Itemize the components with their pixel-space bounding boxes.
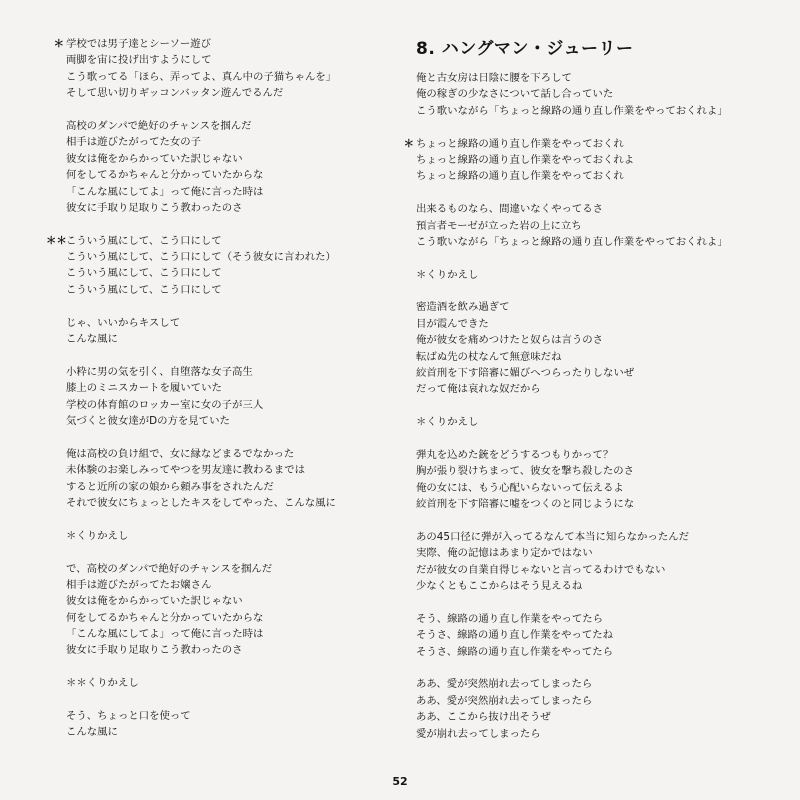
lyric-line [416, 562, 776, 578]
lyric-line [66, 577, 386, 593]
lyric-line [416, 381, 776, 397]
lyric-line [416, 627, 776, 643]
stanza-gap [416, 119, 776, 135]
lyric-text: 気づくと彼女達がDの方を見ていた [66, 414, 230, 427]
lyric-text: 相手は遊びたがってたお嬢さん [66, 578, 212, 591]
right-lyrics-lines [403, 70, 776, 742]
stanza-gap [66, 298, 386, 314]
lyric-text: ああ、愛が突然崩れ去ってしまったら [416, 678, 593, 691]
lyric-line [66, 708, 386, 724]
lyric-line [66, 462, 386, 478]
stanza-gap [66, 511, 386, 527]
lyric-line [416, 316, 776, 332]
lyric-line [66, 626, 386, 642]
lyric-line [416, 545, 776, 561]
stanza-gap [66, 102, 386, 118]
lyric-line [66, 479, 386, 495]
lyric-line [416, 168, 776, 184]
lyric-line [416, 447, 776, 463]
lyric-text: こういう風にして、こう口にして（そう彼女に言われた） [66, 251, 336, 264]
lyric-line [416, 693, 776, 709]
lyric-line [66, 561, 386, 577]
lyric-line [416, 332, 776, 348]
lyric-text: 何をしてるかちゃんと分かっていたからな [66, 611, 264, 624]
lyric-line [66, 397, 386, 413]
lyric-text: 学校では男子達とシーソー遊び [66, 38, 212, 50]
stanza-gap [416, 513, 776, 529]
chorus-mark: ＊ [53, 38, 64, 50]
lyric-text: 愛が崩れ去ってしまったら [416, 727, 541, 740]
lyric-line [416, 709, 776, 725]
lyric-text: ちょっと線路の通り直し作業をやっておくれ [416, 137, 624, 150]
lyric-text: 俺の女には、もう心配いらないって伝えるよ [416, 481, 624, 494]
lyric-line [416, 480, 776, 496]
lyric-text: こう歌いながら「ちょっと線路の通り直し作業をやっておくれよ」 [416, 235, 728, 248]
lyric-text: ちょっと線路の通り直し作業をやっておくれ [416, 170, 624, 183]
lyric-text: あの45口径に弾が入ってるなんて本当に知らなかったんだ [416, 530, 689, 543]
lyric-line [416, 70, 776, 86]
lyric-text: 彼女に手取り足取りこう教わったのさ [66, 201, 243, 214]
lyric-text: そう、線路の通り直し作業をやってたら [416, 612, 604, 625]
lyric-text: だって俺は哀れな奴だから [416, 383, 541, 396]
stanza-gap [416, 595, 776, 611]
lyric-text: そう、ちょっと口を使って [66, 710, 191, 723]
stanza-gap [416, 185, 776, 201]
lyric-text: 俺は高校の負け組で、女に縁などまるでなかった [66, 447, 295, 460]
lyric-line [66, 528, 386, 544]
lyric-line [53, 36, 386, 52]
stanza-gap [66, 659, 386, 675]
lyric-line [416, 218, 776, 234]
lyric-text: こんな風に [66, 726, 118, 739]
lyric-line [416, 529, 776, 545]
lyric-line [66, 675, 386, 691]
stanza-gap [66, 216, 386, 232]
lyric-line [66, 184, 386, 200]
lyric-text: こういう風にして、こう口にして [66, 283, 222, 296]
lyric-line [66, 315, 386, 331]
lyric-text: 学校の体育館のロッカー室に女の子が三人 [66, 398, 264, 411]
right-lyrics-column [403, 36, 776, 742]
page-number: 52 [392, 775, 408, 788]
lyric-text: だが彼女の自業自得じゃないと言ってるわけでもない [416, 563, 666, 576]
lyric-text: ＊くりかえし [66, 529, 129, 542]
lyric-line [66, 118, 386, 134]
lyric-text: で、高校のダンパで絶好のチャンスを掴んだ [66, 562, 273, 575]
stanza-gap [66, 347, 386, 363]
lyric-text: 両脚を宙に投げ出すようにして [66, 54, 212, 67]
lyric-text: 彼女に手取り足取りこう教わったのさ [66, 644, 243, 657]
lyric-text: 実際、俺の記憶はあまり定かではない [416, 547, 593, 560]
lyric-line [66, 446, 386, 462]
stanza-gap [416, 283, 776, 299]
stanza-gap [66, 429, 386, 445]
lyric-text: 少なくともここからはそう見えるね [416, 580, 583, 593]
lyric-line [416, 726, 776, 742]
lyric-line [416, 349, 776, 365]
lyric-text: こんな風に [66, 333, 118, 346]
lyric-text: 彼女は俺をからかっていた訳じゃない [66, 595, 243, 608]
lyric-text: 俺と古女房は日陰に腰を下ろして [416, 72, 572, 84]
lyric-line [66, 151, 386, 167]
lyric-line [66, 282, 386, 298]
lyric-text: 相手は遊びたがってた女の子 [66, 136, 202, 149]
lyric-line [66, 167, 386, 183]
lyric-text: 預言者モーゼが立った岩の上に立ち [416, 219, 582, 232]
lyric-line [66, 85, 386, 101]
lyric-text: ＊くりかえし [416, 268, 479, 281]
lyric-line [66, 724, 386, 740]
lyric-text: ちょっと線路の通り直し作業をやっておくれよ [416, 153, 635, 166]
lyric-text: 目が霞んできた [416, 317, 489, 330]
lyric-line [66, 265, 386, 281]
lyric-text: こう歌ってる「ほら、弄ってよ、真ん中の子猫ちゃんを」 [66, 70, 337, 83]
lyric-text: ＊くりかえし [416, 416, 479, 429]
lyric-line [416, 578, 776, 594]
lyric-line [416, 611, 776, 627]
lyric-line [403, 136, 776, 152]
lyric-line [416, 152, 776, 168]
lyric-text: こう歌いながら「ちょっと線路の通り直し作業をやっておくれよ」 [416, 104, 728, 117]
lyric-text: 俺の稼ぎの少なさについて話し合っていた [416, 88, 614, 101]
lyric-line [416, 299, 776, 315]
lyric-text: 「こんな風にしてよ」って俺に言った時は [66, 628, 264, 641]
lyric-line [66, 331, 386, 347]
lyric-text: 密造酒を飲み過ぎて [416, 301, 510, 314]
lyric-line [416, 644, 776, 660]
lyric-line [66, 593, 386, 609]
lyric-text: すると近所の家の娘から頼み事をされたんだ [66, 480, 274, 493]
stanza-gap [416, 431, 776, 447]
lyric-line [416, 414, 776, 430]
lyric-line [66, 52, 386, 68]
lyric-line [46, 233, 386, 249]
lyric-text: それで彼女にちょっとしたキスをしてやった、こんな風に [66, 496, 336, 509]
lyric-text: 俺が彼女を痛めつけたと奴らは言うのさ [416, 334, 604, 347]
lyric-text: こういう風にして、こう口にして [66, 267, 222, 280]
lyric-text: じゃ、いいからキスして [66, 316, 181, 329]
lyric-text: ああ、愛が突然崩れ去ってしまったら [416, 694, 593, 707]
lyric-text: 高校のダンパで絶好のチャンスを掴んだ [66, 119, 252, 132]
lyric-text: 「こんな風にしてよ」って俺に言った時は [66, 185, 264, 198]
left-lyrics-column [46, 36, 386, 741]
song-title: 8. ハングマン・ジューリー [416, 39, 634, 59]
lyric-text: そうさ、線路の通り直し作業をやってたら [416, 645, 614, 658]
lyric-text: 絞首刑を下す陪審に媚びへつらったりしないぜ [416, 367, 635, 380]
lyric-line [416, 103, 776, 119]
lyric-line [66, 495, 386, 511]
stanza-gap [66, 544, 386, 560]
lyric-text: 弾丸を込めた銃をどうするつもりかって？ [416, 448, 614, 461]
chorus-mark: ＊ [403, 137, 414, 150]
lyric-line [416, 234, 776, 250]
lyric-line [66, 413, 386, 429]
lyric-line [416, 496, 776, 512]
lyric-line [66, 610, 386, 626]
lyric-line [416, 201, 776, 217]
stanza-gap [416, 660, 776, 676]
lyric-line [416, 267, 776, 283]
lyric-line [66, 69, 386, 85]
lyric-line [416, 365, 776, 381]
lyric-line [66, 249, 386, 265]
lyric-line [66, 200, 386, 216]
lyric-text: 転ばぬ先の杖なんて無意味だね [416, 350, 562, 363]
lyric-line [416, 463, 776, 479]
lyric-text: 小粋に男の気を引く、自堕落な女子高生 [66, 365, 253, 378]
lyric-line [66, 380, 386, 396]
lyric-text: ＊＊くりかえし [66, 677, 139, 690]
lyric-text: 膝上のミニスカートを履いていた [66, 382, 222, 395]
lyric-text: 絞首刑を下す陪審に嘘をつくのと同じようにな [416, 498, 635, 511]
lyric-text: 彼女は俺をからかっていた訳じゃない [66, 152, 243, 165]
lyric-text: 未体験のお楽しみってやつを男友達に教わるまでは [66, 464, 305, 477]
lyric-text: そうさ、線路の通り直し作業をやってたね [416, 629, 614, 642]
stanza-gap [66, 692, 386, 708]
stanza-gap [416, 250, 776, 266]
lyric-text: 出来るものなら、間違いなくやってるさ [416, 203, 604, 216]
lyric-text: ああ、ここから抜け出そうぜ [416, 711, 551, 724]
lyric-line [416, 676, 776, 692]
lyric-text: そして思い切りギッコンバッタン遊んでるんだ [66, 87, 284, 100]
stanza-gap [416, 398, 776, 414]
lyric-text: 胸が張り裂けちまって、彼女を撃ち殺したのさ [416, 465, 634, 478]
lyric-text: 何をしてるかちゃんと分かっていたからな [66, 169, 264, 182]
lyric-line [416, 86, 776, 102]
lyric-text: こういう風にして、こう口にして [66, 234, 222, 247]
chorus-mark: ＊＊ [46, 234, 67, 247]
lyric-line [66, 642, 386, 658]
lyric-line [66, 134, 386, 150]
lyric-line [66, 364, 386, 380]
